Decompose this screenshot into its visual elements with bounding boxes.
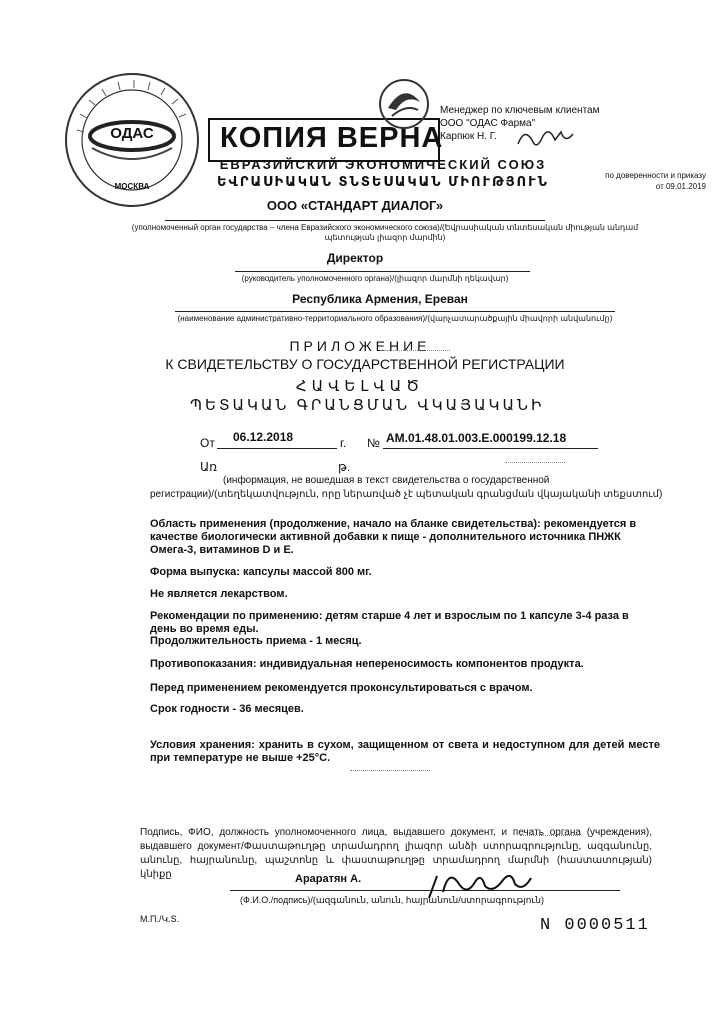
shelf-life: Срок годности - 36 месяцев. [150,703,304,715]
org-name-line [165,220,545,221]
year-label: г. [340,436,347,450]
org-region: Республика Армения, Ереван [292,292,468,306]
stamp-place: М.П./Կ.Տ. [140,914,180,924]
intake-duration: Продолжительность приема - 1 месяц. [150,635,362,647]
union-title-ru: ЕВРАЗИЙСКИЙ ЭКОНОМИЧЕСКИЙ СОЮЗ [219,157,547,172]
number-label: № [367,436,380,450]
seal-logo: ОДАС [110,125,154,142]
org-head-caption: (руководитель уполномоченного органа)/(լիազոր մարմնի ղեկավար) [241,274,509,283]
eaeu-emblem [374,74,434,134]
signer-caption: (Ф.И.О./подпись)/(ազգանուն, անուն, հայրանուն/ստորագրություն) [240,895,545,905]
stamp-line-5: от 09.01.2019 [655,182,706,191]
dotted-mark [520,835,580,836]
org-region-caption: (наименование административно-территориального образования)/(վարչատարածքային միավորի անվանումը) [177,314,613,323]
registration-number: АМ.01.48.01.003.Е.000199.12.18 [386,431,567,445]
dotted-mark [350,770,430,771]
from-label: От [200,436,215,450]
seal-city: МОСКВА [114,182,150,191]
signature-top [515,124,575,157]
year-label-hy: թ. [338,460,351,474]
dotted-mark [380,350,450,351]
usage-recommendations: Рекомендации по применению: детям старше 4 лет и взрослым по 1 капсуле 3-4 раза в день во время еды. [150,610,629,635]
date-line [217,448,337,449]
consult-doctor: Перед применением рекомендуется проконсультироваться с врачом. [150,682,533,694]
signature-top-graphic [515,124,575,152]
signature-instructions: Подпись, ФИО, должность уполномоченного лица, выдавшего документ, и печать органа (учреждения), выдавшего документ/Փաստաթուղթը տրամադրող լիազոր անձի ստորագրությունը, ազգանունը, անունը, հայրանունը, պաշտոնը և փաստաթուղթը տրամադրող մարմնի (հաստատության) կնիքը [140,827,652,880]
info-caption-2: регистрации)/(տեղեկատվություն, որը ներառված չէ պետական գրանցման վկայականի տեքստում) [150,489,663,500]
release-form: Форма выпуска: капсулы массой 800 мг. [150,566,372,578]
company-seal [62,70,202,210]
title-havelvats: ՀԱՎԵԼՎԱԾ [295,378,425,395]
title-prilozhenie: ПРИЛОЖЕНИЕ [289,338,431,354]
stamp-line-3: Карпюк Н. Г. [440,131,497,142]
union-title-hy: ԵՎՐԱՍԻԱԿԱՆ ՏՆՏԵՍԱԿԱՆ ՄԻՈՒԹՅՈՒՆ [217,174,549,189]
org-region-line [175,311,615,312]
number-line [383,448,598,449]
org-name: ООО «СТАНДАРТ ДИАЛОГ» [266,198,444,213]
serial-number: N 0000511 [540,916,650,935]
not-medicine: Не является лекарством. [150,588,288,600]
stamp-line-2: ООО "ОДАС Фарма" [440,118,536,129]
power-of-attorney [586,170,706,192]
stamp-line-1: Менеджер по ключевым клиентам [440,105,600,116]
emblem-icon [374,74,434,134]
dotted-mark [505,462,565,463]
info-caption-1: (информация, не вошедшая в текст свидетельства о государственной [223,475,550,486]
stamp-line-4: по доверенности и приказу [605,171,706,180]
title-armenian-cert: ՊԵՏԱԿԱՆ ԳՐԱՆՑՄԱՆ ՎԿԱՅԱԿԱՆԻ [190,397,545,414]
org-head: Директор [326,251,384,265]
signer-name: Араратян А. [295,873,362,885]
contraindications: Противопоказания: индивидуальная непереносимость компонентов продукта. [150,658,584,670]
application-area: Область применения (продолжение, начало на бланке свидетельства): рекомендуется в качестве биологически активной добавки к пище - дополнительного источника ПНЖК Омега-3, витаминов D и Е. [150,518,637,556]
registration-date: 06.12.2018 [233,430,294,444]
copy-stamp-text: КОПИЯ ВЕРНА [220,122,444,154]
org-name-caption: (уполномоченный орган государства – члена Евразийского экономического союза)/(Եվրասիական տնտեսական միության անդամ պետության լիազոր մարմին) [131,223,639,242]
storage-conditions: Условия хранения: хранить в сухом, защищенном от света и недоступном для детей месте при температуре не выше +25°С. [150,739,660,764]
title-to-certificate: К СВИДЕТЕЛЬСТВУ О ГОСУДАРСТВЕННОЙ РЕГИСТРАЦИИ [165,356,565,372]
org-head-line [235,271,530,272]
from-label-hy: Առ [200,460,217,474]
